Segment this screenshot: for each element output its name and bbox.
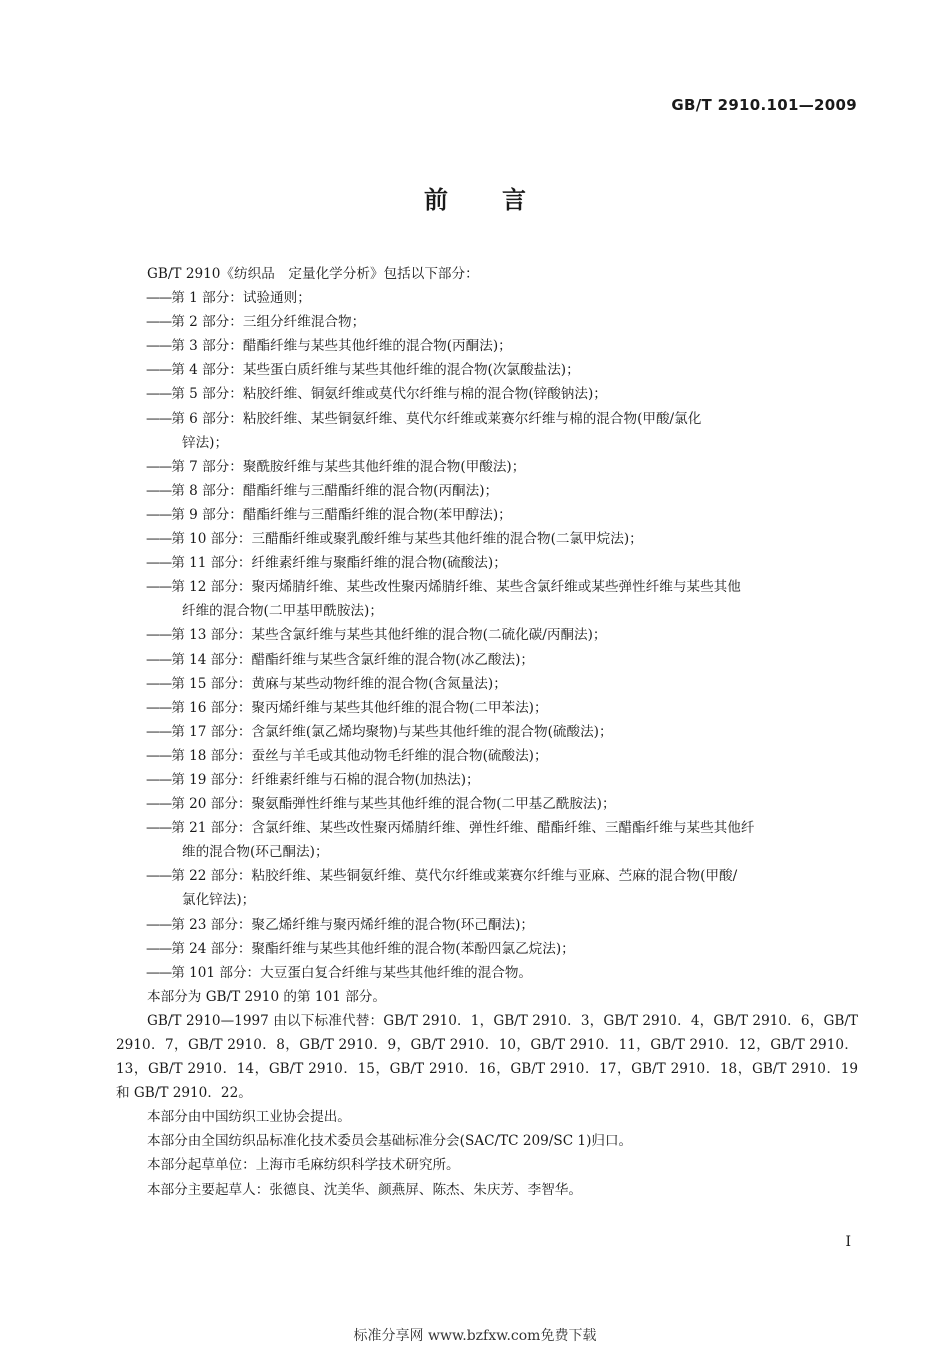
- part-item-dash: ——: [146, 796, 172, 813]
- part-item-dash: ——: [146, 747, 172, 764]
- part-item-text: 第 5 部分：粘胶纤维、铜氨纤维或莫代尔纤维与棉的混合物(锌酸钠法)；: [171, 386, 607, 403]
- part-item-line: [146, 652, 534, 668]
- part-item-dash: ——: [146, 940, 172, 957]
- part-item: [116, 551, 858, 575]
- part-item-line: [146, 965, 532, 981]
- parts-list: [116, 286, 858, 985]
- part-item-continuation: 维的混合物(环己酮法)；: [182, 844, 329, 861]
- part-item: [116, 696, 858, 720]
- part-item-dash: ——: [146, 458, 172, 475]
- part-item-line: [146, 314, 365, 330]
- part-item: [116, 768, 858, 792]
- part-item-continuation: 锌法)；: [182, 434, 229, 451]
- part-item: [116, 672, 858, 696]
- part-item-continuation: 氯化锌法)；: [182, 892, 256, 909]
- part-item: [116, 310, 858, 334]
- part-item-text: 第 13 部分：某些含氯纤维与某些其他纤维的混合物(二硫化碳/丙酮法)；: [171, 627, 607, 644]
- part-item-line: [146, 507, 512, 523]
- part-item: [116, 286, 858, 310]
- part-item-dash: ——: [146, 482, 172, 499]
- part-item: [116, 527, 858, 551]
- part-item-line: [146, 579, 741, 595]
- part-item-line: [146, 941, 575, 957]
- part-item-dash: ——: [146, 506, 172, 523]
- drafting-unit-paragraph: 本部分起草单位：上海市毛麻纺织科学技术研究所。: [147, 1157, 460, 1174]
- part-item-text: 第 4 部分：某些蛋白质纤维与某些其他纤维的混合物(次氯酸盐法)；: [171, 362, 580, 379]
- part-item-text: 第 24 部分：聚酯纤维与某些其他纤维的混合物(苯酚四氯乙烷法)；: [171, 940, 575, 957]
- part-item-line: [146, 362, 580, 378]
- part-item-text: 第 22 部分：粘胶纤维、某些铜氨纤维、莫代尔纤维或莱赛尔纤维与亚麻、苎麻的混合物(甲酸/: [171, 868, 738, 885]
- page-number: Ⅰ: [845, 1234, 851, 1250]
- part-item-text: 第 101 部分：大豆蛋白复合纤维与某些其他纤维的混合物。: [171, 964, 533, 981]
- part-item-text: 第 8 部分：醋酯纤维与三醋酯纤维的混合物(丙酮法)；: [171, 482, 499, 499]
- proposed-by-paragraph: 本部分由中国纺织工业协会提出。: [147, 1109, 351, 1126]
- part-item-dash: ——: [146, 771, 172, 788]
- part-item-line: [146, 290, 311, 306]
- replaces-paragraph: GB/T 2910—1997 由以下标准代替：GB/T 2910．1，GB/T 2910．3，GB/T 2910．4，GB/T 2910．6，GB/T 2910．7，GB/T 2910．8，GB/T 2910．9，GB/T 2910．10，GB/T 2910．11，GB/T 2910．12，GB/T 2910．13，GB/T 2910．14，GB/T 2910．15，GB/T 2910．16，GB/T 2910．17，GB/T 2910．18，GB/T 2910．19 和 GB/T 2910．22。: [116, 1012, 858, 1102]
- part-item-dash: ——: [146, 555, 172, 572]
- part-item-text: 第 23 部分：聚乙烯纤维与聚丙烯纤维的混合物(环己酮法)；: [171, 916, 534, 933]
- part-item-dash: ——: [146, 314, 172, 331]
- part-item-dash: ——: [146, 579, 172, 596]
- part-item-text: 第 19 部分：纤维素纤维与石棉的混合物(加热法)；: [171, 771, 480, 788]
- part-item-dash: ——: [146, 362, 172, 379]
- part-item-text: 第 9 部分：醋酯纤维与三醋酯纤维的混合物(苯甲醇法)；: [171, 506, 512, 523]
- document-body: [116, 262, 858, 1202]
- footer-watermark: 标准分享网 www.bzfxw.com免费下载: [353, 1328, 597, 1344]
- part-item-text: 第 16 部分：聚丙烯纤维与某些其他纤维的混合物(二甲苯法)；: [171, 699, 548, 716]
- part-item: [116, 648, 858, 672]
- part-item-text: 第 11 部分：纤维素纤维与聚酯纤维的混合物(硫酸法)；: [171, 555, 507, 572]
- page-title: 前言: [424, 186, 580, 214]
- part-item: [116, 937, 858, 961]
- part-item-text: 第 2 部分：三组分纤维混合物；: [171, 314, 366, 331]
- part-item-dash: ——: [146, 820, 172, 837]
- part-item-dash: ——: [146, 651, 172, 668]
- part-item-dash: ——: [146, 531, 172, 548]
- part-item: [116, 382, 858, 406]
- part-item: [116, 407, 858, 455]
- part-item-text: 第 6 部分：粘胶纤维、某些铜氨纤维、莫代尔纤维或莱赛尔纤维与棉的混合物(甲酸/氯化: [171, 410, 702, 427]
- part-item: [116, 720, 858, 744]
- part-of-paragraph: 本部分为 GB/T 2910 的第 101 部分。: [147, 988, 386, 1005]
- part-item-line: [146, 338, 512, 354]
- part-item: [116, 503, 858, 527]
- part-item-line: [146, 386, 607, 402]
- part-item-dash: ——: [146, 675, 172, 692]
- part-item-text: 第 1 部分：试验通则；: [171, 290, 311, 307]
- part-item-text: 第 7 部分：聚酰胺纤维与某些其他纤维的混合物(甲酸法)；: [171, 458, 526, 475]
- part-item-line: [146, 748, 548, 764]
- part-item-text: 第 17 部分：含氯纤维(氯乙烯均聚物)与某些其他纤维的混合物(硫酸法)；: [171, 723, 613, 740]
- part-item: [116, 744, 858, 768]
- part-item-line: [146, 917, 534, 933]
- part-item-text: 第 18 部分：蚕丝与羊毛或其他动物毛纤维的混合物(硫酸法)；: [171, 747, 548, 764]
- part-item-text: 第 21 部分：含氯纤维、某些改性聚丙烯腈纤维、弹性纤维、醋酯纤维、三醋酯纤维与某些其他纤: [171, 820, 755, 837]
- centralized-by-paragraph: 本部分由全国纺织品标准化技术委员会基础标准分会(SAC/TC 209/SC 1)归口。: [147, 1133, 633, 1150]
- part-item-line: [146, 868, 737, 884]
- part-item-text: 第 3 部分：醋酯纤维与某些其他纤维的混合物(丙酮法)；: [171, 338, 512, 355]
- part-item-line: [146, 459, 525, 475]
- part-item-line: [146, 724, 613, 740]
- part-item: [116, 961, 858, 985]
- part-item: [116, 623, 858, 647]
- part-item-dash: ——: [146, 386, 172, 403]
- part-item-dash: ——: [146, 723, 172, 740]
- part-item-text: 第 10 部分：三醋酯纤维或聚乳酸纤维与某些其他纤维的混合物(二氯甲烷法)；: [171, 531, 643, 548]
- part-item-line: [146, 796, 616, 812]
- part-item-dash: ——: [146, 916, 172, 933]
- part-item: [116, 455, 858, 479]
- part-item-text: 第 12 部分：聚丙烯腈纤维、某些改性聚丙烯腈纤维、某些含氯纤维或某些弹性纤维与某些其他: [171, 579, 741, 596]
- part-item-line: [146, 700, 548, 716]
- part-item-line: [146, 772, 480, 788]
- part-item: [116, 334, 858, 358]
- drafters-paragraph: 本部分主要起草人：张德良、沈美华、颜燕屏、陈杰、朱庆芳、李智华。: [147, 1181, 582, 1198]
- intro-paragraph: GB/T 2910《纺织品 定量化学分析》包括以下部分：: [147, 266, 479, 282]
- part-item: [116, 575, 858, 623]
- part-item: [116, 913, 858, 937]
- standard-code: GB/T 2910.101—2009: [671, 96, 857, 114]
- part-item: [116, 864, 858, 912]
- part-item: [116, 792, 858, 816]
- part-item-dash: ——: [146, 290, 172, 307]
- part-item-dash: ——: [146, 964, 172, 981]
- part-item-dash: ——: [146, 868, 172, 885]
- part-item-line: [146, 531, 643, 547]
- part-item-line: [146, 555, 507, 571]
- part-item-dash: ——: [146, 338, 172, 355]
- part-item-line: [146, 411, 701, 427]
- part-item-text: 第 15 部分：黄麻与某些动物纤维的混合物(含氮量法)；: [171, 675, 507, 692]
- part-item: [116, 816, 858, 864]
- part-item-continuation: 纤维的混合物(二甲基甲酰胺法)；: [182, 603, 383, 620]
- part-item-dash: ——: [146, 627, 172, 644]
- part-item: [116, 479, 858, 503]
- part-item-line: [146, 483, 498, 499]
- part-item-dash: ——: [146, 410, 172, 427]
- part-item-line: [146, 820, 754, 836]
- part-item: [116, 358, 858, 382]
- part-item-dash: ——: [146, 699, 172, 716]
- part-item-text: 第 20 部分：聚氨酯弹性纤维与某些其他纤维的混合物(二甲基乙酰胺法)；: [171, 796, 616, 813]
- part-item-line: [146, 627, 607, 643]
- part-item-text: 第 14 部分：醋酯纤维与某些含氯纤维的混合物(冰乙酸法)；: [171, 651, 534, 668]
- part-item-line: [146, 676, 507, 692]
